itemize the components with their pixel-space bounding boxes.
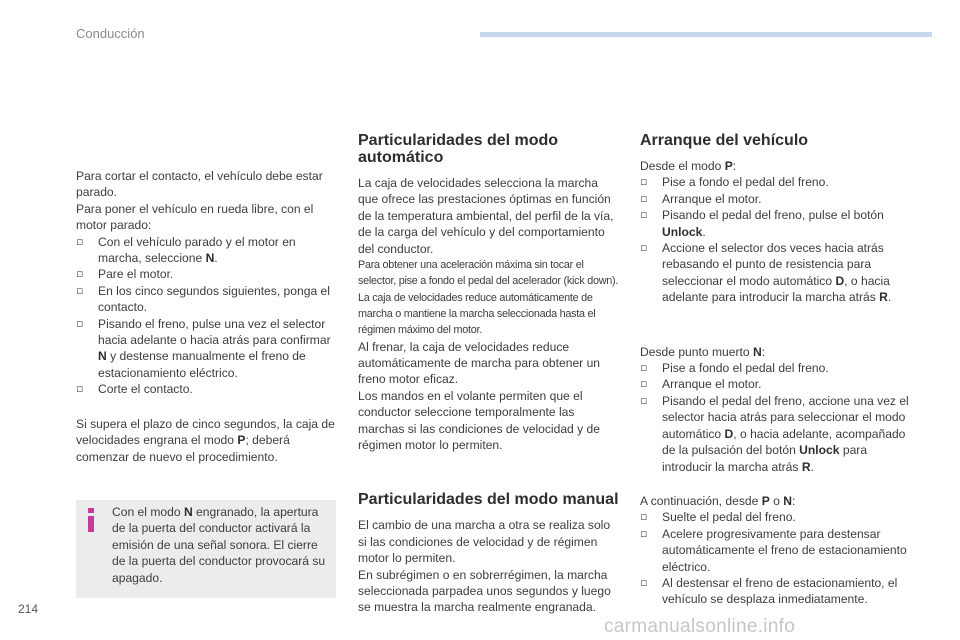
auto-paragraph-4: Los mandos en el volante permiten que el conductor seleccione temporalmente las marchas si las condiciones de velocidad y de régimen motor lo permiten. — [358, 388, 601, 452]
heading-manual-mode: Particularidades del modo manual — [358, 491, 619, 509]
intro-text: Para cortar el contacto, el vehículo debe estar parado. — [76, 169, 323, 200]
manual-paragraph-1: El cambio de una marcha a otra se realiza solo si las condiciones de velocidad y de régimen motor lo permiten. — [358, 518, 611, 566]
group-intro-p: Desde el modo P: — [640, 159, 737, 173]
auto-paragraph-3: Al frenar, la caja de velocidades reduce automáticamente de marcha para obtener un freno motor eficaz. — [358, 339, 601, 387]
list-item: ▫ Pisando el pedal del freno, pulse el botón Unlock. — [640, 207, 910, 240]
auto-paragraph-2: Para obtener una aceleración máxima sin tocar el selector, pise a fondo el pedal del acelerador (kick down). La caja de velocidades reduce automáticamente de marcha o mantiene la marcha seleccionada hasta el régimen máximo del motor. — [358, 259, 619, 337]
manual-paragraph-2: En subrégimen o en sobrerrégimen, la marcha seleccionada parpadea unos segundos y luego se muestra la marcha realmente engranada. — [358, 567, 611, 615]
list-item: ▫ Pise a fondo el pedal del freno. — [640, 174, 910, 190]
timeout-paragraph: Si supera el plazo de cinco segundos, la caja de velocidades engrana el modo P; deberá comenzar de nuevo el procedimiento. — [76, 416, 335, 464]
list-item: ▫ Pisando el pedal del freno, accione una vez el selector hacia atrás para seleccionar el modo automático D, o hacia adelante, acompañado de la pulsación del botón Unlock para introducir la marcha atrás R. — [640, 393, 910, 475]
list-item: ▫ Al destensar el freno de estacionamiento, el vehículo se desplaza inmediatamente. — [640, 575, 910, 608]
column-stop-engine — [76, 168, 338, 465]
list-item: ▫ Suelte el pedal del freno. — [640, 509, 910, 525]
heading-starting-vehicle: Arranque del vehículo — [640, 132, 809, 149]
page-number: 214 — [18, 602, 39, 616]
section-title: Conducción — [76, 26, 145, 41]
list-item: ▫ Arranque el motor. — [640, 191, 910, 207]
note-text: Con el modo N engranado, la apertura de la puerta del conductor activará la emisión de una señal sonora. El cierre de la puerta del conductor provocará su apagado. — [112, 505, 326, 585]
list-item: ▫ En los cinco segundos siguientes, ponga el contacto. — [76, 283, 338, 316]
list-item: ▫ Pise a fondo el pedal del freno. — [640, 360, 910, 376]
header-accent-bar — [480, 32, 932, 37]
list-item: ▫ Corte el contacto. — [76, 381, 338, 397]
list-item: ▫ Accione el selector dos veces hacia atrás rebasando el punto de resistencia para seleccionar el modo automático D, o hacia adelante para introducir la marcha atrás R. — [640, 240, 910, 306]
heading-automatic-mode: Particularidades del modo automático — [358, 132, 559, 166]
list-item: ▫ Arranque el motor. — [640, 376, 910, 392]
auto-paragraph-1: La caja de velocidades selecciona la marcha que ofrece las prestaciones óptimas en función de la temperatura ambiental, del perfil de la vía, de la carga del vehículo y del comportamiento del conductor. — [358, 176, 614, 256]
column-gearbox-modes — [358, 132, 620, 616]
group-intro-n: Desde punto muerto N: — [640, 344, 766, 359]
list-item: ▫ Acelere progresivamente para destensar automáticamente el freno de estacionamiento eléctrico. — [640, 526, 910, 575]
info-icon — [84, 506, 98, 534]
list-item: ▫ Con el vehículo parado y el motor en marcha, seleccione N. — [76, 234, 338, 267]
group-intro-continue: A continuación, desde P o N: — [640, 493, 796, 508]
info-note — [76, 500, 336, 598]
intro-text-2: Para poner el vehículo en rueda libre, con el motor parado: — [76, 201, 314, 233]
column-starting-vehicle — [640, 132, 910, 608]
list-item: ▫ Pisando el freno, pulse una vez el selector hacia adelante o hacia atrás para confirmar N y destense manualmente el freno de estacionamiento eléctrico. — [76, 316, 338, 382]
watermark-text: carmanualsonline.info — [604, 616, 796, 637]
list-item: ▫ Pare el motor. — [76, 266, 338, 282]
